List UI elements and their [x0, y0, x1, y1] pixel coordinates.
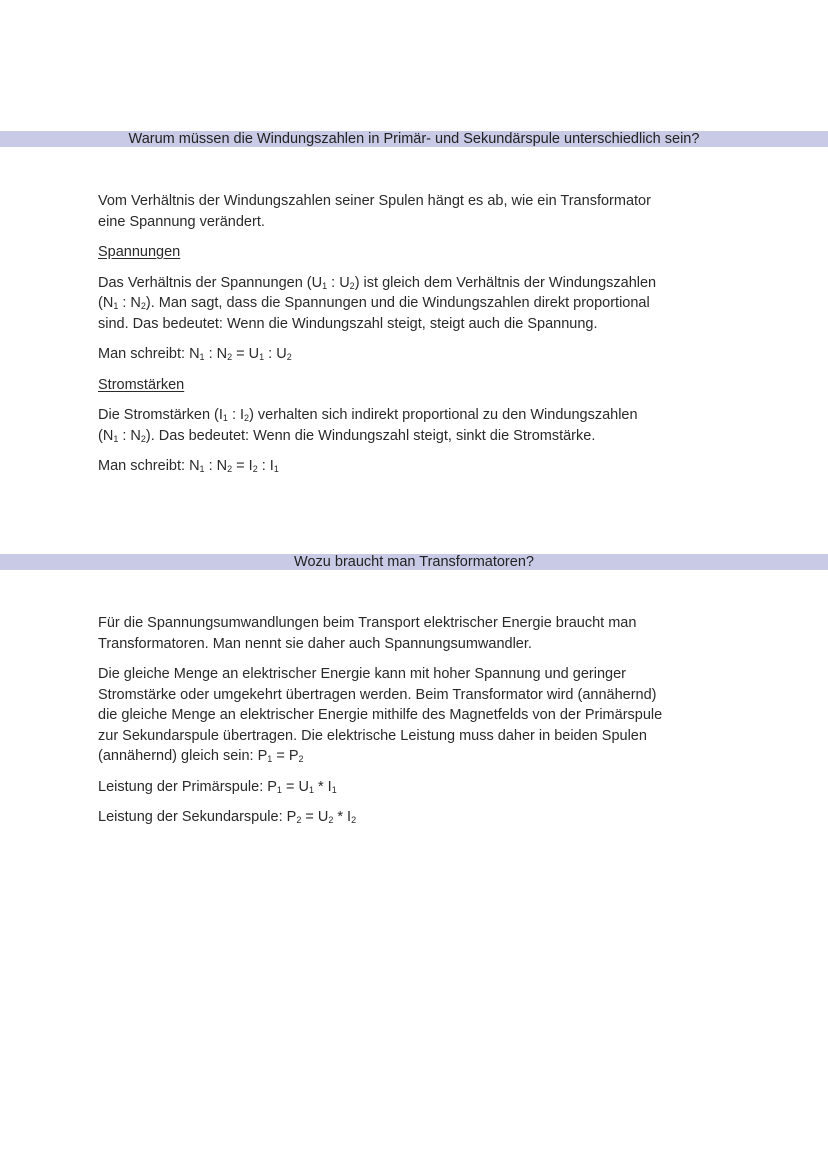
stromstaerken-formula: Man schreibt: $N_1$ : $N_2 = I_2$ : $I_1$	[98, 458, 279, 474]
spannungen-paragraph: Das Verhältnis der Spannungen ($U_1$ : $U_2$) ist gleich dem Verhältnis der Windungszahlen ($N_1$ : $N_2$). Man sagt, dass die Spannungen und die Windungszahlen direkt proportional sind. Das bedeutet: Wenn die Windungszahl steigt, steigt auch die Spannung.	[98, 274, 657, 332]
stromstaerken-paragraph: Die Stromstärken ($I_1$ : $I_2$) verhalten sich indirekt proportional zu den Windungszahlen ($N_1$ : $N_2$). Das bedeutet: Wenn die Windungszahl steigt, sinkt die Stromstärke.	[98, 407, 638, 444]
section-title-bar	[0, 131, 828, 147]
secondary-power-formula: Leistung der Sekundarspule: $P_2 = U_2 * I_2$	[98, 809, 357, 825]
purpose-paragraph: Für die Spannungsumwandlungen beim Transport elektrischer Energie braucht man Transformatoren. Man nennt sie daher auch Spannungsumwandler.	[98, 615, 637, 652]
energy-paragraph: Die gleiche Menge an elektrischer Energie kann mit hoher Spannung und geringer Stromstärke oder umgekehrt übertragen werden. Beim Transformator wird (annähernd) die gleiche Menge an elektrischer Energie mithilfe des Magnetfelds von der Primärspule zur Sekundarspule übertragen. Die elektrische Leistung muss daher in beiden Spulen (annähernd) gleich sein: $P_1 = P_2$	[98, 666, 663, 764]
section-title: Warum müssen die Windungszahlen in Primär- und Sekundärspule unterschiedlich sein?	[128, 131, 700, 147]
subheading-spannungen: Spannungen	[98, 244, 181, 260]
section-title: Wozu braucht man Transformatoren?	[294, 554, 534, 570]
intro-paragraph: Vom Verhältnis der Windungszahlen seiner Spulen hängt es ab, wie ein Transformator eine Spannung verändert.	[98, 193, 651, 230]
primary-power-formula: Leistung der Primärspule: $P_1 = U_1 * I_1$	[98, 778, 337, 795]
section-windungszahlen	[98, 191, 738, 487]
section-transformatoren	[98, 613, 738, 838]
section-title-bar	[0, 554, 828, 570]
spannungen-formula: Man schreibt: $N_1$ : $N_2 = U_1$ : $U_2$	[98, 346, 292, 362]
subheading-stromstaerken: Stromstärken	[98, 376, 185, 393]
